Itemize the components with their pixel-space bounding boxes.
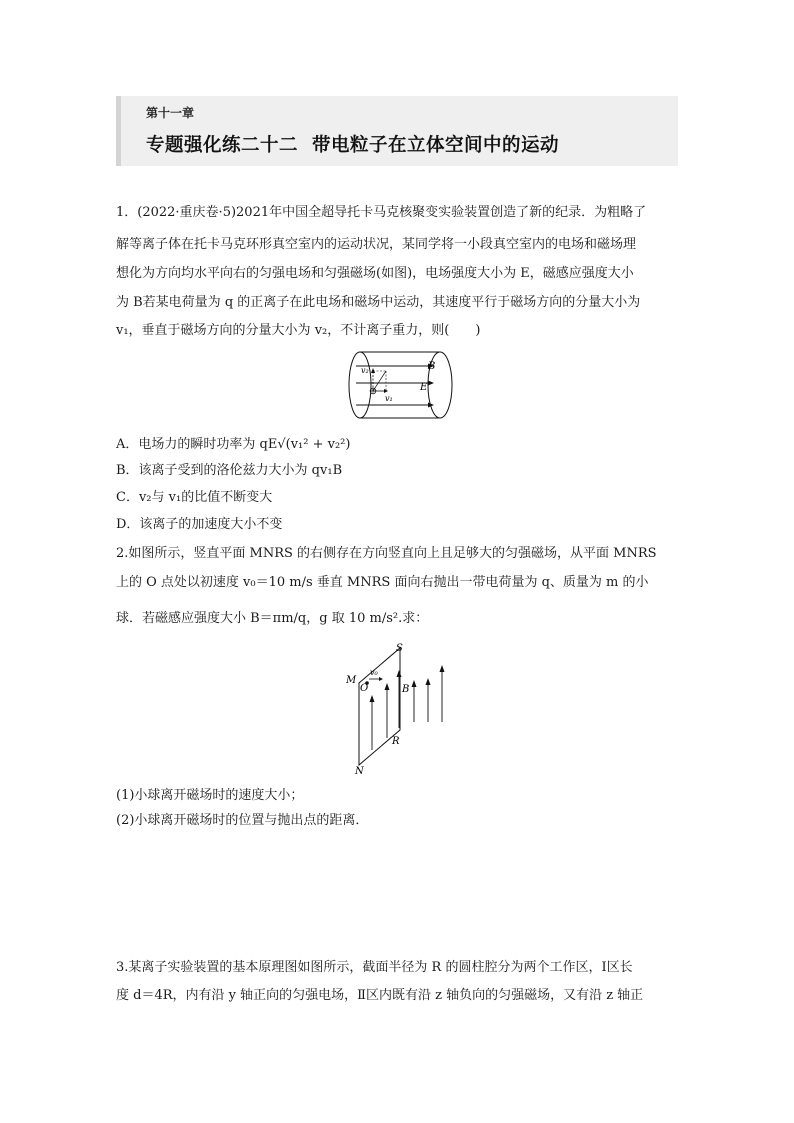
- label-v1: v₁: [385, 394, 393, 403]
- q2-line: 球．若磁感应强度大小 B＝πm/q，g 取 10 m/s².求：: [116, 611, 429, 626]
- q1-line: 为 B若某电荷量为 q 的正离子在此电场和磁场中运动，其速度平行于磁场方向的分量大小为: [116, 295, 641, 310]
- label-v0: v₀: [370, 668, 378, 677]
- label-s: S: [396, 643, 403, 654]
- chapter-label: 第十一章: [146, 106, 195, 120]
- q1-option-a: A．电场力的瞬时功率为 qE√(v₁² + v₂²): [116, 437, 351, 452]
- q1-option-b: B．该离子受到的洛伦兹力大小为 qv₁B: [116, 463, 343, 478]
- label-e: E: [420, 382, 428, 393]
- label-m: M: [346, 675, 357, 686]
- label-r: R: [392, 736, 400, 747]
- q3-line: 3.某离子实验装置的基本原理图如图所示，截面半径为 R 的圆柱腔分为两个工作区，Ⅰ区长: [116, 960, 633, 975]
- q1-line: v₁，垂直于磁场方向的分量大小为 v₂，不计离子重力，则( ): [116, 323, 481, 338]
- title-part-2: 带电粒子在立体空间中的运动: [312, 135, 560, 156]
- q2-line: 2.如图所示，竖直平面 MNRS 的右侧存在方向竖直向上且足够大的匀强磁场，从平面 MNRS: [116, 546, 657, 561]
- q1-line: 想化为方向均水平向右的匀强电场和匀强磁场(如图)，电场强度大小为 E，磁感应强度大小: [116, 266, 634, 281]
- q1-option-d: D．该离子的加速度大小不变: [116, 517, 283, 532]
- q1-line: 解等离子体在托卡马克环形真空室内的运动状况，某同学将一小段真空室内的电场和磁场理: [116, 237, 637, 252]
- q1-option-c: C．v₂与 v₁的比值不断变大: [116, 490, 273, 505]
- q1-line: 1．(2022·重庆卷·5)2021年中国全超导托卡马克核聚变实验装置创造了新的纪录．为粗略了: [116, 205, 647, 220]
- title-part-1: 专题强化练二十二: [146, 135, 299, 156]
- q2-subquestion-2: (2)小球离开磁场时的位置与抛出点的距离．: [116, 813, 369, 828]
- label-b: B: [428, 361, 436, 372]
- q2-line: 上的 O 点处以初速度 v₀＝10 m/s 垂直 MNRS 面向右抛出一带电荷量为 q、质量为 m 的小: [116, 575, 649, 590]
- label-o: O: [360, 683, 369, 694]
- q2-subquestion-1: (1)小球离开磁场时的速度大小；: [116, 788, 304, 803]
- page-title: [146, 131, 559, 157]
- label-v2: v₂: [361, 366, 369, 375]
- q1-figure: [344, 345, 464, 425]
- q3-line: 度 d＝4R，内有沿 y 轴正向的匀强电场，Ⅱ区内既有沿 z 轴负向的匀强磁场，又有沿 z 轴正: [116, 988, 644, 1003]
- label-n: N: [355, 766, 364, 777]
- label-b: B: [402, 684, 410, 695]
- q2-figure: [340, 640, 450, 780]
